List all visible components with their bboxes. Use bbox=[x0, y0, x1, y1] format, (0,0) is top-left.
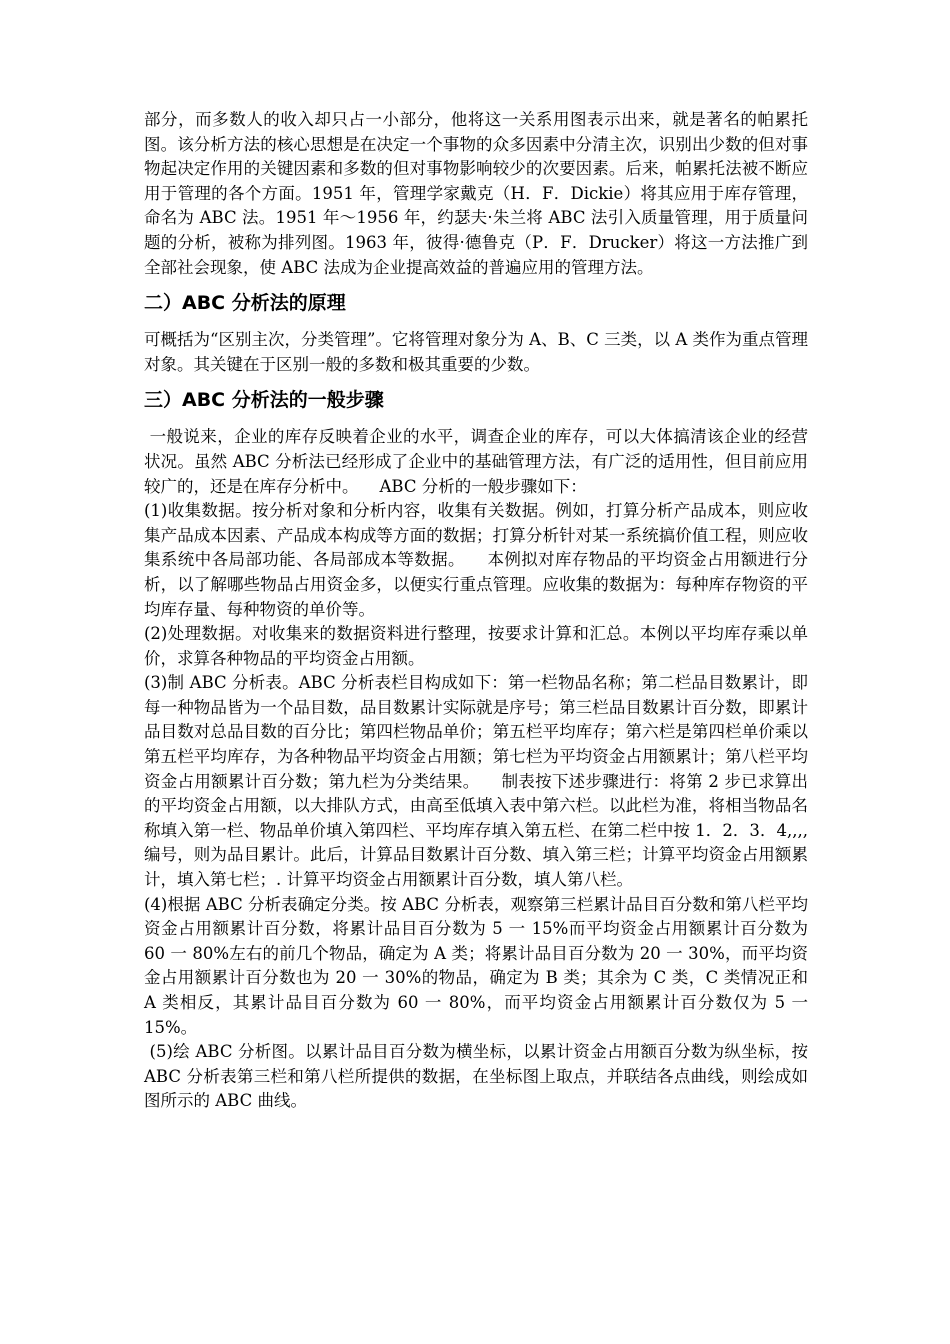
step-5-paragraph: (5)绘 ABC 分析图。以累计品目百分数为横坐标，以累计资金占用额百分数为纵坐标，按 ABC 分析表第三栏和第八栏所提供的数据，在坐标图上取点，并联结各点曲线，则绘成如图所示的 ABC 曲线。 bbox=[144, 1042, 814, 1111]
step-4-paragraph: (4)根据 ABC 分析表确定分类。按 ABC 分析表，观察第三栏累计品目百分数和第八栏平均资金占用额累计百分数，将累计品目百分数为 5 一 15%而平均资金占用额累计百分数为 60 一 80%左右的前几个物品，确定为 A 类；将累计品目百分数为 20 一 30%，而平均资金占用额累计百分数也为 20 一 30%的物品，确定为 B 类；其余为 C 类，C 类情况正和 A 类相反，其累计品目百分数为 60 一 80%，而平均资金占用额累计百分数仅为 5 一 15%。 bbox=[144, 894, 808, 1037]
section-heading-steps: 三）ABC 分析法的一般步骤 bbox=[144, 389, 384, 412]
document-body bbox=[144, 108, 814, 1114]
step-3-paragraph: (3)制 ABC 分析表。ABC 分析表栏目构成如下：第一栏物品名称；第二栏品目数累计，即每一种物品皆为一个品目数，品目数累计实际就是序号；第三栏品目数累计百分数，即累计品目数对总品目数的百分比；第四栏物品单价；第五栏平均库存；第六栏是第四栏单价乘以第五栏平均库存，为各种物品平均资金占用额；第七栏为平均资金占用额累计；第八栏平均资金占用额累计百分数；第九栏为分类结果。 制表按下述步骤进行：将第 2 步已求算出的平均资金占用额，以大排队方式，由高至低填入表中第六栏。以此栏为准，将相当物品名称填入第一栏、物品单价填入第四栏、平均库存填入第五栏、在第二栏中按 1．2．3．4,,,,编号，则为品目累计。此后，计算品目数累计百分数、填入第三栏；计算平均资金占用额累计，填入第七栏；. 计算平均资金占用额累计百分数，填人第八栏。 bbox=[144, 673, 808, 890]
step-1-paragraph: (1)收集数据。按分析对象和分析内容，收集有关数据。例如，打算分析产品成本，则应收集产品成本因素、产品成本构成等方面的数据；打算分析针对某一系统搞价值工程，则应收集系统中各局部功能、各局部成本等数据。 本例拟对库存物品的平均资金占用额进行分析，以了解哪些物品占用资金多，以便实行重点管理。应收集的数据为：每种库存物资的平均库存量、每种物资的单价等。 bbox=[144, 501, 808, 619]
section-heading-principle: 二）ABC 分析法的原理 bbox=[144, 292, 346, 315]
principle-paragraph: 可概括为“区别主次，分类管理”。它将管理对象分为 A、B、C 三类，以 A 类作为重点管理对象。其关键在于区别一般的多数和极其重要的少数。 bbox=[144, 330, 808, 374]
intro-paragraph: 部分，而多数人的收入却只占一小部分，他将这一关系用图表示出来，就是著名的帕累托图。该分析方法的核心思想是在决定一个事物的众多因素中分清主次，识别出少数的但对事物起决定作用的关键因素和多数的但对事物影响较少的次要因素。后来，帕累托法被不断应用于管理的各个方面。1951 年，管理学家戴克（H．F．Dickie）将其应用于库存管理，命名为 ABC 法。1951 年～1956 年，约瑟夫·朱兰将 ABC 法引入质量管理，用于质量问题的分析，被称为排列图。1963 年，彼得·德鲁克（P．F．Drucker）将这一方法推广到全部社会现象，使 ABC 法成为企业提高效益的普遍应用的管理方法。 bbox=[144, 110, 808, 277]
step-2-paragraph: (2)处理数据。对收集来的数据资料进行整理，按要求计算和汇总。本例以平均库存乘以单价，求算各种物品的平均资金占用额。 bbox=[144, 624, 808, 668]
steps-intro-paragraph: 一般说来，企业的库存反映着企业的水平，调查企业的库存，可以大体搞清该企业的经营状况。虽然 ABC 分析法已经形成了企业中的基础管理方法，有广泛的适用性，但目前应用较广的，还是在库存分析中。 ABC 分析的一般步骤如下： bbox=[144, 427, 808, 496]
